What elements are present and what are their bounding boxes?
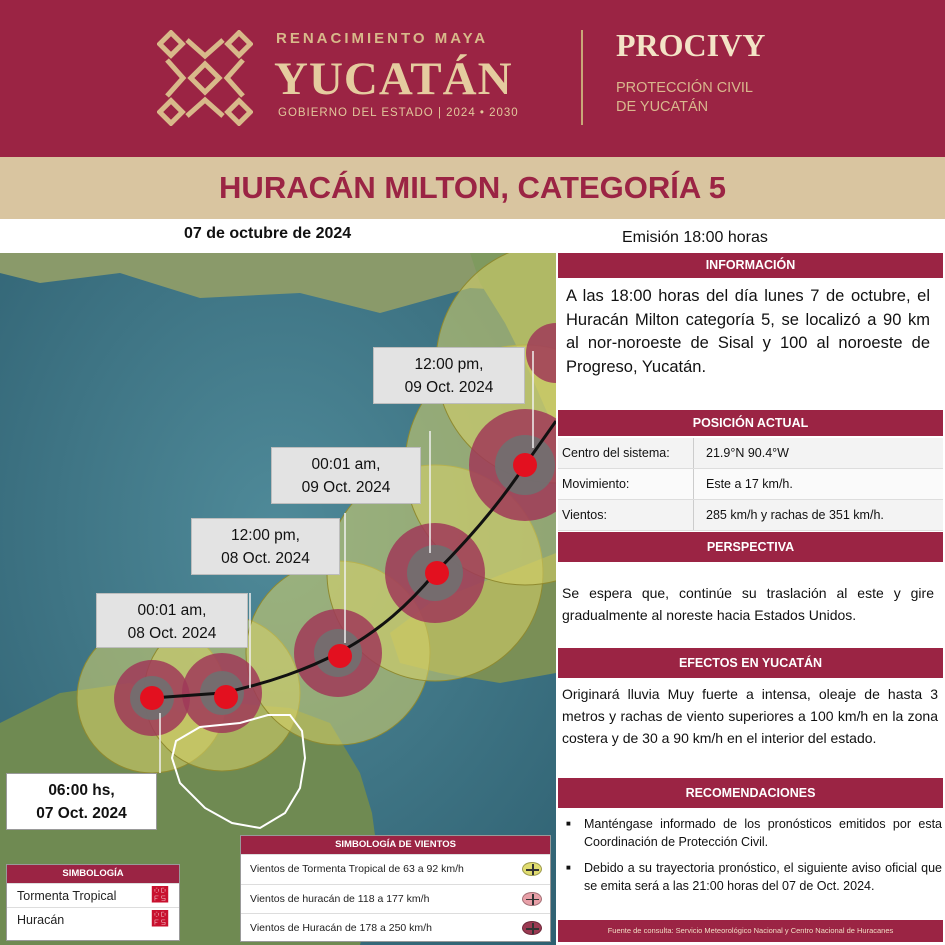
brand-tagline: RENACIMIENTO MAYA: [276, 30, 489, 47]
maya-pattern-logo: [157, 30, 253, 126]
org-subtitle: [616, 79, 753, 117]
callout-00-01-09-oct: [271, 447, 421, 504]
wind-legend-label: Vientos de Huracán de 178 a 250 km/h: [250, 922, 432, 935]
callout-12-00-09-oct: [373, 347, 525, 404]
wind-legend-label: Vientos de huracán de 118 a 177 km/h: [250, 892, 430, 905]
callout-line2: 08 Oct. 2024: [221, 550, 310, 567]
position-row-center: [558, 438, 943, 469]
section-heading-info: INFORMACIÓN: [558, 253, 943, 278]
position-key: Centro del sistema:: [558, 438, 694, 468]
callout-line1: 00:01 am,: [137, 602, 207, 619]
major-hurricane-wind-icon: [522, 921, 542, 935]
outlook-text: Se espera que, continúe su traslación al este y gire gradualmente al noreste hacia Estados Unidos.: [562, 585, 934, 623]
legend-item-hurricane: [7, 907, 179, 931]
wind-legend-item: [241, 884, 550, 914]
source-footer: Fuente de consulta: Servicio Meteorológico Nacional y Centro Nacional de Huracanes: [558, 920, 943, 942]
wind-legend: [240, 835, 551, 942]
callout-line2: 09 Oct. 2024: [404, 379, 494, 396]
position-value: Este a 17 km/h.: [706, 477, 793, 491]
callout-line2: 08 Oct. 2024: [127, 625, 217, 642]
brand-subtitle: GOBIERNO DEL ESTADO | 2024 • 2030: [278, 107, 519, 119]
date-label: 07 de octubre de 2024: [184, 225, 352, 242]
position-row-movement: [558, 469, 943, 500]
legend-label: Huracán: [17, 912, 65, 927]
callout-line1: 00:01 am,: [311, 456, 381, 473]
emission-time: Emisión 18:00 horas: [622, 229, 768, 246]
wind-legend-title: SIMBOLOGÍA DE VIENTOS: [241, 836, 550, 854]
position-key: Movimiento:: [558, 469, 694, 499]
legend-label: Tormenta Tropical: [17, 888, 117, 903]
position-value: 21.9°N 90.4°W: [706, 446, 789, 460]
effects-text: Originará lluvia Muy fuerte a intensa, oleaje de hasta 3 metros y rachas de viento superiores a 100 km/h en la zona costera y de 30 a 90 km/h en el interior del estado.: [562, 686, 938, 746]
callout-06-00-07-oct: [6, 773, 157, 830]
header-divider: [581, 30, 583, 125]
brand-name: YUCATÁN: [274, 53, 513, 105]
title-band: [0, 157, 945, 219]
org-subtitle-line2: DE YUCATÁN: [616, 99, 709, 115]
callout-12-00-08-oct: [191, 518, 340, 575]
info-text: A las 18:00 horas del día lunes 7 de octubre, el Huracán Milton categoría 5, se localizó a 90 km al nor-noroeste de Sisal y 100 al noroeste de Progreso, Yucatán.: [566, 287, 930, 376]
list-item: ■ Debido a su trayectoria pronóstico, el siguiente aviso oficial que se emita será a las 21:00 horas del 07 de Oct. 2024.: [560, 859, 942, 895]
section-heading-recommendations: RECOMENDACIONES: [558, 778, 943, 808]
org-subtitle-line1: PROTECCIÓN CIVIL: [616, 80, 753, 96]
tropical-storm-wind-icon: [522, 862, 542, 876]
legend-item-tropical-storm: [7, 883, 179, 907]
wind-legend-item: [241, 854, 550, 884]
page-title: HURACÁN MILTON, CATEGORÍA 5: [219, 170, 726, 205]
recommendations-list: [560, 815, 942, 903]
position-value: 285 km/h y rachas de 351 km/h.: [706, 508, 884, 522]
callout-line1: 06:00 hs,: [48, 782, 115, 799]
callout-line2: 07 Oct. 2024: [36, 805, 127, 822]
org-name: PROCIVY: [616, 27, 766, 63]
callout-line2: 09 Oct. 2024: [301, 479, 391, 496]
tropical-storm-symbol-icon: ෵: [151, 885, 169, 905]
position-table: [558, 438, 943, 531]
callout-line1: 12:00 pm,: [231, 527, 300, 544]
symbol-legend: [6, 864, 180, 941]
position-key: Vientos:: [558, 500, 694, 530]
wind-legend-label: Vientos de Tormenta Tropical de 63 a 92 km/h: [250, 863, 464, 876]
callout-line1: 12:00 pm,: [414, 356, 484, 373]
hurricane-wind-icon: [522, 892, 542, 906]
header-banner: [0, 0, 945, 157]
position-row-winds: [558, 500, 943, 531]
symbol-legend-title: SIMBOLOGÍA: [7, 865, 179, 883]
callout-00-01-08-oct: [96, 593, 248, 648]
hurricane-symbol-icon: ෵: [151, 909, 169, 929]
wind-legend-item: [241, 913, 550, 943]
list-item: ■ Manténgase informado de los pronósticos emitidos por esta Coordinación de Protección Civil.: [560, 815, 942, 851]
section-heading-outlook: PERSPECTIVA: [558, 532, 943, 562]
section-heading-position: POSICIÓN ACTUAL: [558, 410, 943, 436]
section-heading-effects: EFECTOS EN YUCATÁN: [558, 648, 943, 678]
